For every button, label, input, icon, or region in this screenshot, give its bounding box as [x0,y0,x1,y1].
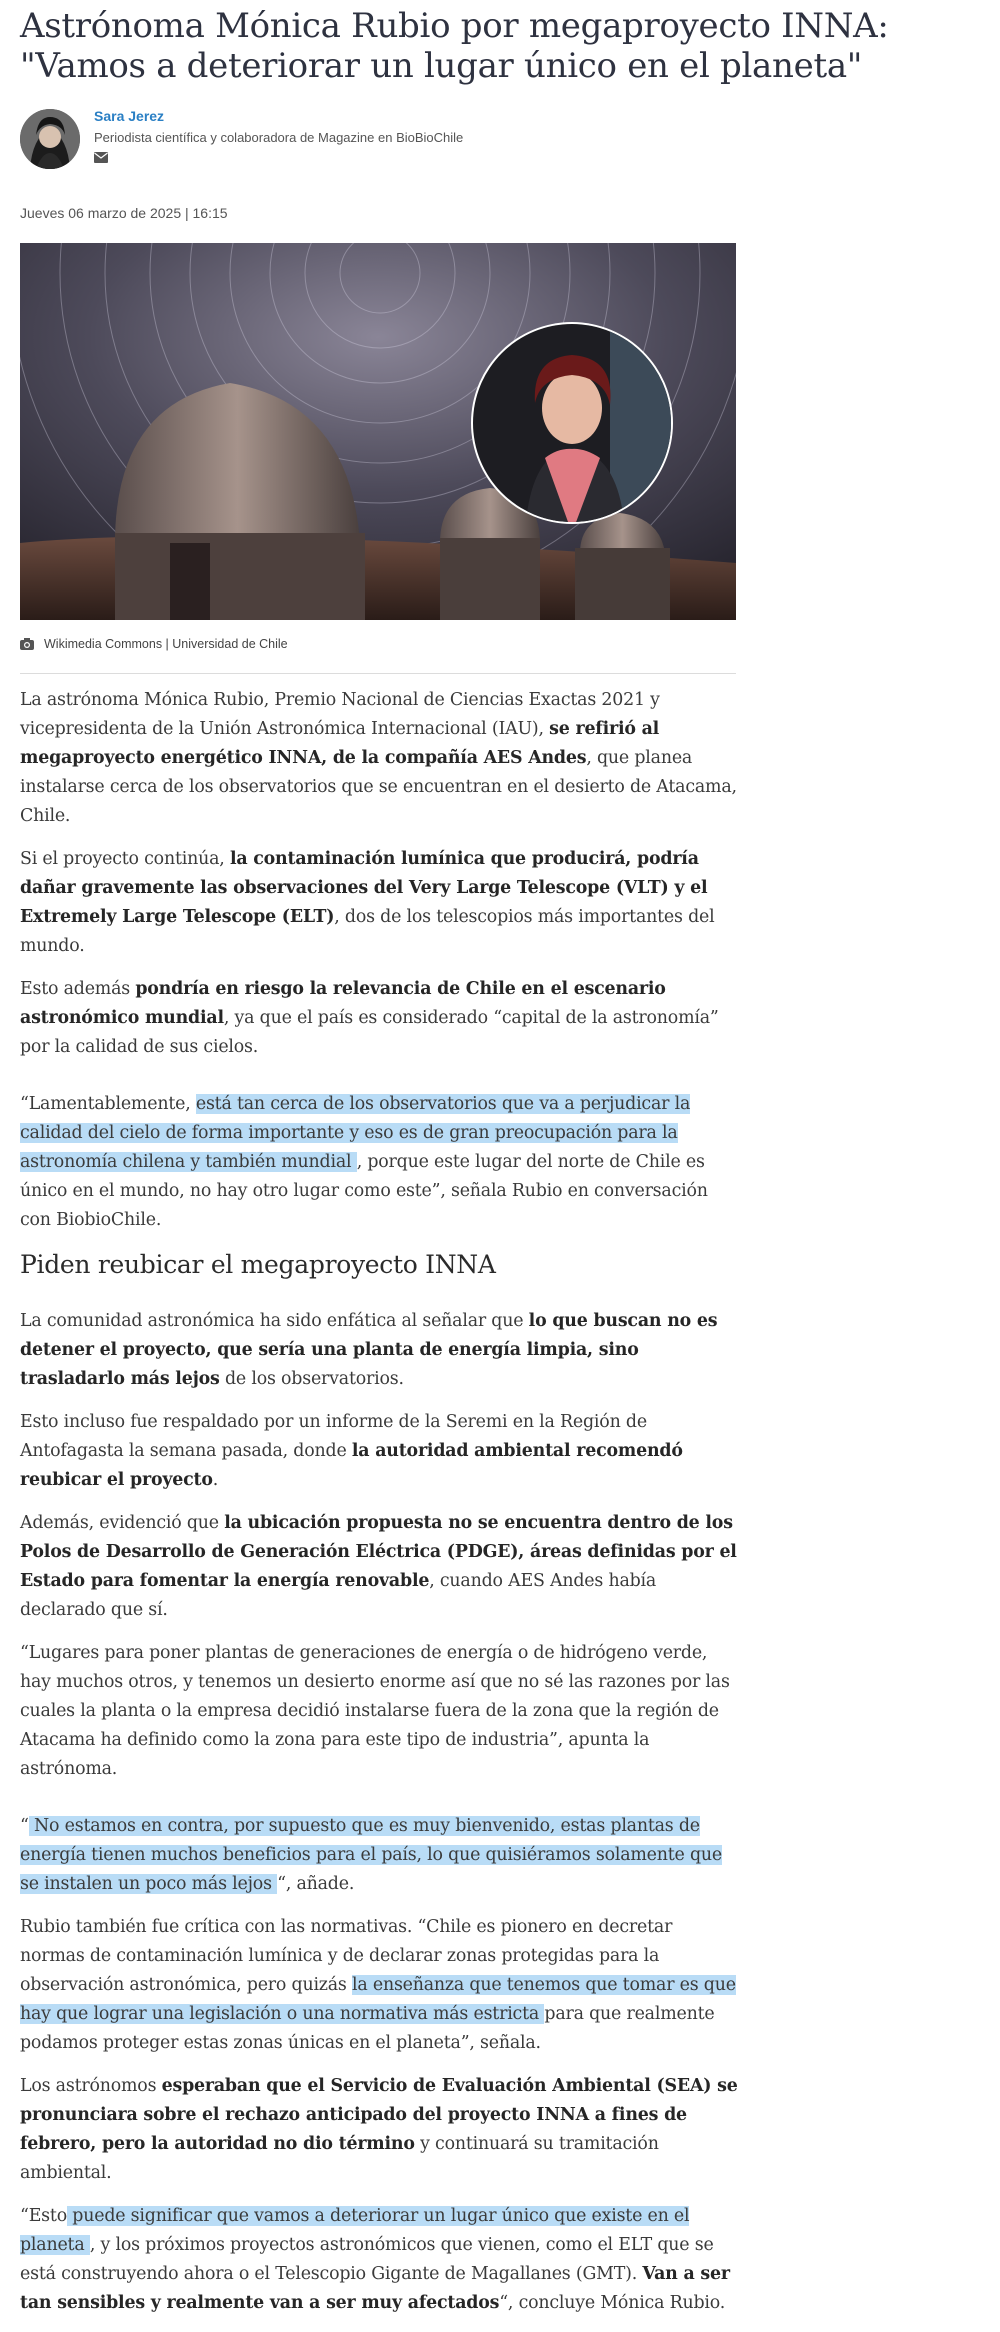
paragraph-bold: pondría en riesgo la relevancia de Chile en el escenario astronómico mundial [20,979,666,1028]
paragraph-text: “Lamentablemente, [20,1094,196,1114]
paragraph-text: “, añade. [277,1874,355,1894]
paragraph-text: y continuará su tramitación ambiental. [20,2134,659,2183]
hero-image [20,243,736,620]
highlighted-quote: No estamos en contra, por supuesto que es muy bienvenido, estas plantas de energía tienen muchos beneficios para el país, lo que quisiéramos solamente que se instalen un poco más lejos [20,1816,722,1894]
paragraph-text: , y los próximos proyectos astronómicos que vienen, como el ELT que se está construyendo ahora o el Telescopio Gigante de Magallanes (GMT). [20,2235,714,2284]
paragraph-text: , dos de los telescopios más importantes del mundo. [20,907,715,956]
article-body [20,686,740,2332]
paragraph-bold: Van a ser tan sensibles y realmente van a ser muy afectados [20,2264,730,2313]
paragraph [20,1408,740,1495]
paragraph-text: , ya que el país es considerado “capital de la astronomía” por la calidad de sus cielos. [20,1008,719,1057]
paragraph-text: Esto incluso fue respaldado por un informe de la Seremi en la Región de Antofagasta la semana pasada, donde [20,1412,647,1461]
paragraph-bold: la ubicación propuesta no se encuentra dentro de los Polos de Desarrollo de Generación Eléctrica (PDGE), áreas definidas por el Estado para fomentar la energía renovable [20,1513,737,1591]
paragraph-text: Además, evidenció que [20,1513,225,1533]
paragraph-bold: la contaminación lumínica que producirá, podría dañar gravemente las observaciones del Very Large Telescope (VLT) y el Extremely Large Telescope (ELT) [20,849,708,927]
paragraph-bold: esperaban que el Servicio de Evaluación Ambiental (SEA) se pronunciara sobre el rechazo anticipado del proyecto INNA a fines de febrero, pero la autoridad no dio término [20,2076,738,2154]
author-avatar[interactable] [20,109,80,169]
author-name-link[interactable]: Sara Jerez [94,108,165,124]
article-title: Astrónoma Mónica Rubio por megaproyecto INNA: "Vamos a deteriorar un lugar único en el planeta" [20,6,889,86]
paragraph-text: La comunidad astronómica ha sido enfática al señalar que [20,1311,529,1331]
image-caption-text: Wikimedia Commons | Universidad de Chile [44,637,288,651]
paragraph-text: , cuando AES Andes había declarado que sí. [20,1571,657,1620]
paragraph-text: La astrónoma Mónica Rubio, Premio Nacional de Ciencias Exactas 2021 y vicepresidenta de la Unión Astronómica Internacional (IAU), [20,690,660,739]
paragraph [20,2202,740,2318]
author-role: Periodista científica y colaboradora de Magazine en BioBioChile [94,130,464,145]
paragraph [20,2072,740,2188]
divider [20,673,736,674]
paragraph [20,686,740,831]
paragraph [20,1913,740,2058]
paragraph-text: Los astrónomos [20,2076,162,2096]
paragraph-bold: la autoridad ambiental recomendó reubicar el proyecto [20,1441,683,1490]
paragraph-bold: se refirió al megaproyecto energético INNA, de la compañía AES Andes [20,719,660,768]
paragraph [20,1509,740,1625]
camera-icon [20,638,34,650]
paragraph-text: para que realmente podamos proteger estas zonas únicas en el planeta”, señala. [20,2004,715,2053]
paragraph-bold: lo que buscan no es detener el proyecto, que sería una planta de energía limpia, sino trasladarlo más lejos [20,1311,718,1389]
paragraph [20,1307,740,1394]
paragraph-text: , que planea instalarse cerca de los observatorios que se encuentran en el desierto de Atacama, Chile. [20,748,737,826]
paragraph-text: , porque este lugar del norte de Chile es único en el mundo, no hay otro lugar como este”, señala Rubio en conversación con BiobioChile. [20,1152,708,1230]
section-heading: Piden reubicar el megaproyecto INNA [20,1250,496,1279]
paragraph-text: Si el proyecto continúa, [20,849,230,869]
paragraph-text: de los observatorios. [219,1369,404,1389]
paragraph-text: Esto además [20,979,136,999]
paragraph [20,975,740,1062]
publish-date: Jueves 06 marzo de 2025 | 16:15 [20,205,228,221]
highlighted-quote: la enseñanza que tenemos que tomar es que hay que lograr una legislación o una normativa más estricta [20,1975,736,2024]
highlighted-quote: puede significar que vamos a deteriorar un lugar único que existe en el planeta [20,2206,690,2255]
paragraph-text: . [212,1470,219,1490]
envelope-icon[interactable] [94,152,108,163]
highlighted-quote: está tan cerca de los observatorios que va a perjudicar la calidad del cielo de forma importante y eso es de gran preocupación para la astronomía chilena y también mundial [20,1094,691,1172]
paragraph: “Lugares para poner plantas de generaciones de energía o de hidrógeno verde, hay muchos otros, y tenemos un desierto enorme así que no sé las razones por las cuales la planta o la empresa decidió instalarse fuera de la zona que la región de Atacama ha definido como la zona para este tipo de industria”, apunta la astrónoma. [20,1643,730,1779]
quote-paragraph [20,1090,740,1235]
paragraph-text: Rubio también fue crítica con las normativas. “Chile es pionero en decretar normas de contaminación lumínica y de declarar zonas protegidas para la observación astronómica, pero quizás [20,1917,673,1995]
image-caption [20,637,288,651]
paragraph-text: “, concluye Mónica Rubio. [499,2293,726,2313]
paragraph-text: “ [20,1816,29,1836]
author-block [20,106,620,176]
paragraph [20,845,740,961]
quote-paragraph [20,1812,740,1899]
paragraph-text: “Esto [20,2206,67,2226]
